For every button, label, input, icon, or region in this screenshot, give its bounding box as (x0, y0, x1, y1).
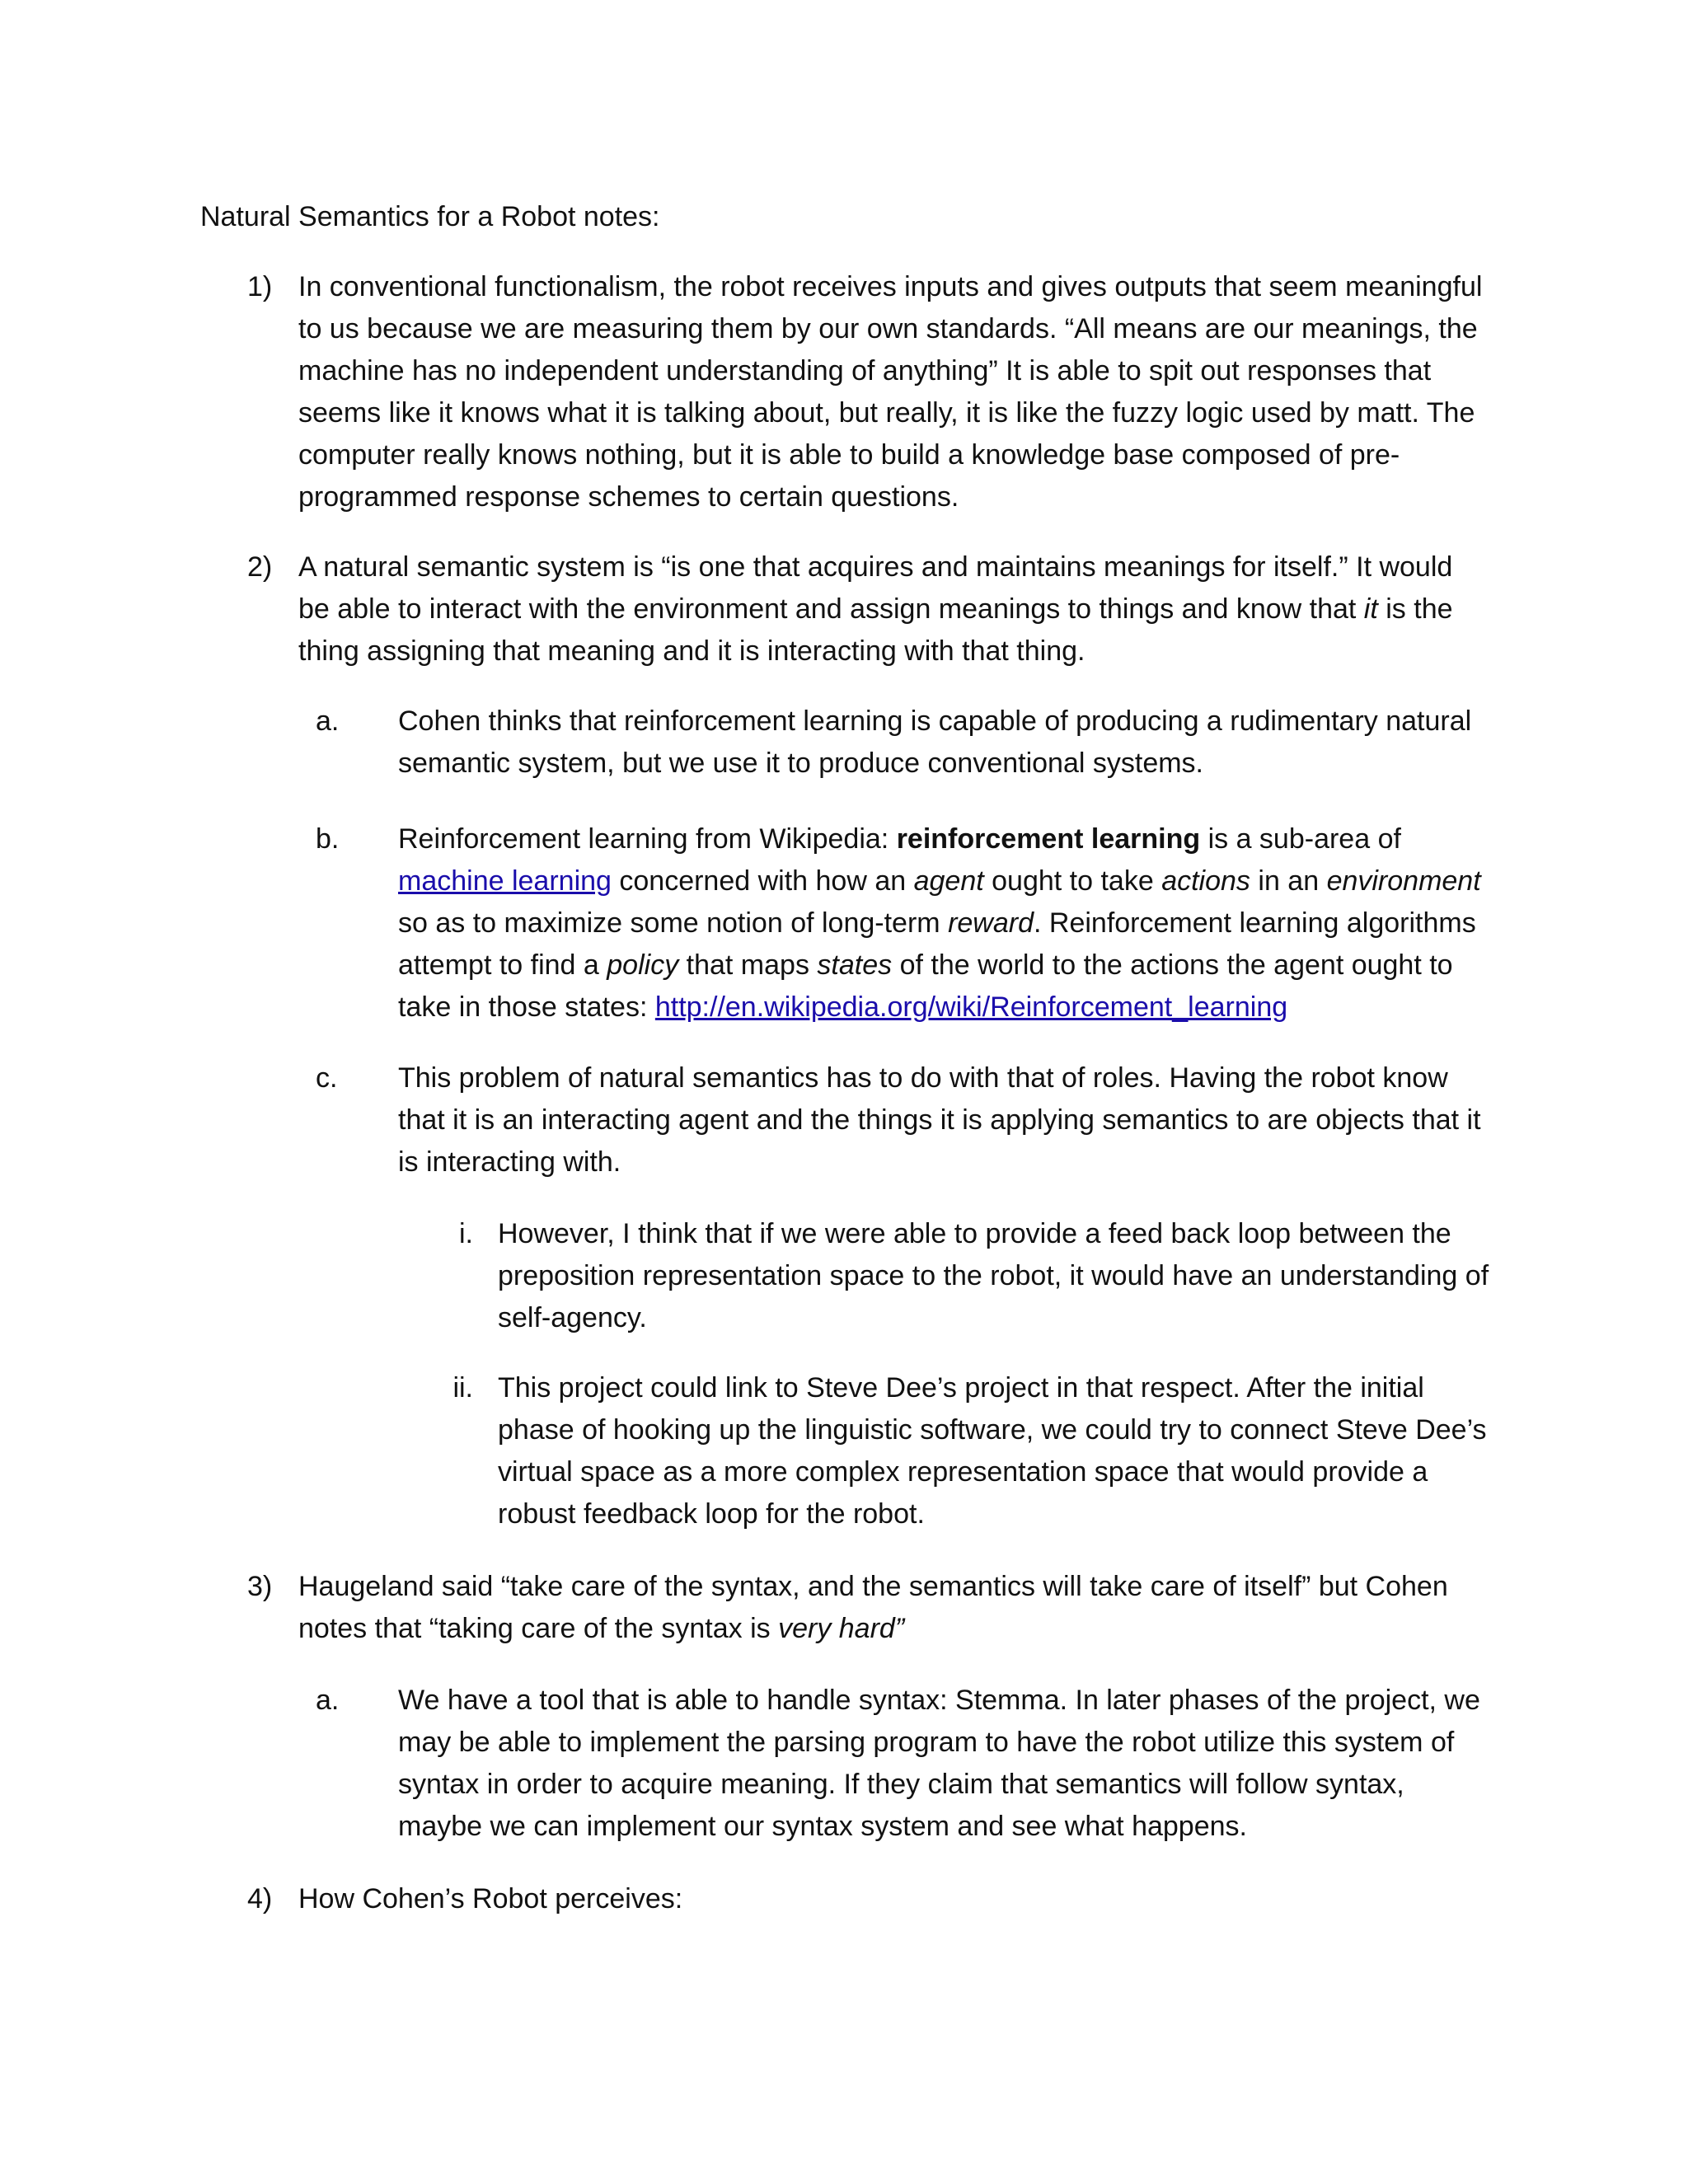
list-item-text: Cohen thinks that reinforcement learning is capable of producing a rudimentary natural semantic system, but we use it to produce conventional systems. (398, 705, 1472, 779)
list-item-text: This project could link to Steve Dee’s project in that respect. After the initial phase of hooking up the linguistic software, we could try to connect Steve Dee’s virtual space as a more complex representation space that would provide a robust feedback loop for the robot. (498, 1372, 1487, 1530)
list-item-text: However, I think that if we were able to provide a feed back loop between the preposition representation space to the robot, it would have an understanding of self-agency. (498, 1218, 1489, 1333)
list-marker: i. (459, 1218, 473, 1249)
list-item-text: A natural semantic system is “is one that acquires and maintains meanings for itself.” It would be able to interact with the environment and assign meanings to things and know that it is the thing assigning that meaning and it is interacting with that thing. (298, 551, 1453, 667)
document-title: Natural Semantics for a Robot notes: (200, 201, 660, 232)
list-item-text: This problem of natural semantics has to do with that of roles. Having the robot know that it is an interacting agent and the things it is applying semantics to are objects that it is interacting with. (398, 1062, 1481, 1178)
wikipedia-url-link[interactable]: http://en.wikipedia.org/wiki/Reinforcement_learning (654, 991, 1288, 1023)
list-item-3a (316, 1680, 1490, 1848)
list-item-2c-ii (452, 1367, 1490, 1535)
list-item-text: In conventional functionalism, the robot receives inputs and gives outputs that seem meaningful to us because we are measuring them by our own standards. “All means are our meanings, the machine has no independent understanding of anything” It is able to spit out responses that seems like it knows what it is talking about, but really, it is like the fuzzy logic used by matt. The computer really knows nothing, but it is able to build a knowledge base composed of pre-programmed response schemes to certain questions. (298, 271, 1483, 513)
list-marker: 3) (247, 1571, 273, 1602)
list-marker: a. (316, 1685, 340, 1716)
list-item-4 (247, 1878, 1490, 1920)
list-marker: 2) (247, 551, 273, 583)
list-item-2c (316, 1057, 1490, 1183)
list-item-2 (247, 546, 1490, 673)
list-marker: a. (316, 705, 340, 737)
list-item-2b (316, 818, 1490, 1029)
list-item-text: We have a tool that is able to handle syntax: Stemma. In later phases of the project, we may be able to implement the parsing program to have the robot utilize this system of syntax in order to acquire meaning. If they claim that semantics will follow syntax, maybe we can implement our syntax system and see what happens. (398, 1685, 1480, 1842)
list-item-text: Haugeland said “take care of the syntax, and the semantics will take care of itself” but Cohen notes that “taking care of the syntax is very hard” (298, 1571, 1448, 1644)
list-marker: c. (316, 1062, 338, 1094)
list-item-2a (316, 701, 1490, 785)
list-item-3 (247, 1566, 1490, 1650)
list-marker: ii. (452, 1372, 473, 1404)
machine-learning-link[interactable]: machine learning (398, 865, 612, 897)
list-item-2c-i (459, 1213, 1490, 1339)
list-marker: b. (316, 823, 340, 855)
list-item-text: Reinforcement learning from Wikipedia: reinforcement learning is a sub-area of machine learning concerned with how an agent ought to take actions in an environment so as to maximize some notion of long-term reward. Reinforcement learning algorithms attempt to find a policy that maps states of the world to the actions the agent ought to take in those states: http://en.wikipedia.org/wiki/Reinforcement_learning (398, 823, 1481, 1023)
list-marker: 1) (247, 271, 273, 302)
list-item-text: How Cohen’s Robot perceives: (298, 1883, 683, 1915)
list-marker: 4) (247, 1883, 273, 1915)
list-item-1 (247, 266, 1490, 518)
